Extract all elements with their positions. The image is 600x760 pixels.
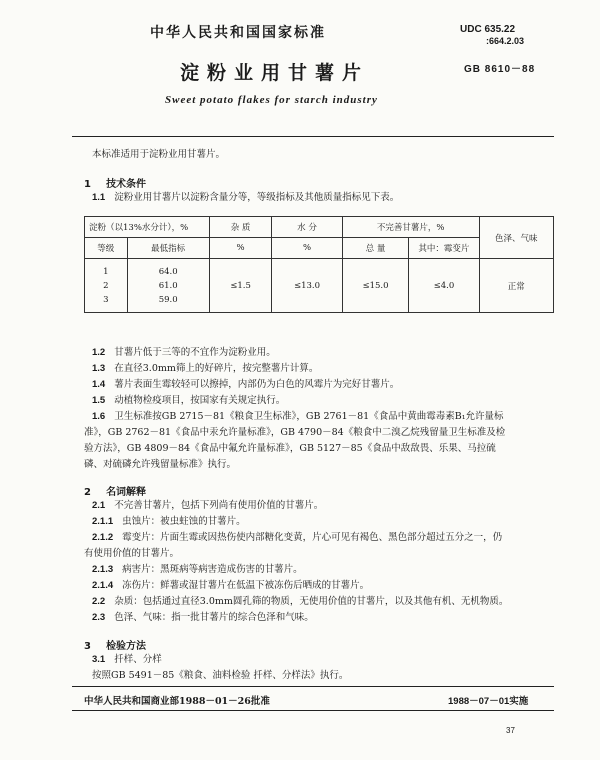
intro-text: 本标准适用于淀粉业用甘薯片。 — [92, 149, 226, 160]
clause-number: 2.1.4 — [92, 580, 114, 591]
clause-text: 不完善甘薯片，包括下列尚有使用价值的甘薯片。 — [114, 500, 324, 511]
clause-2-1-2 — [92, 532, 502, 544]
min-3: 59.0 — [158, 294, 178, 305]
grade-1: 1 — [103, 266, 109, 277]
mold-header: 其中：霉变片 — [409, 238, 479, 259]
gb-code: GB 8610－88 — [464, 64, 536, 75]
clause-1-6-line3: 验方法》，GB 4809－84《食品中氟允许量标准》，GB 5127－85《食品中敌敌畏、乐果、马拉硫 — [84, 443, 496, 454]
clause-number: 2.1 — [92, 500, 106, 511]
starch-header: 淀粉（以13%水分计），% — [85, 217, 210, 238]
section-number: 2 — [84, 487, 91, 498]
clause-text: 动植物检疫项目，按国家有关规定执行。 — [114, 395, 286, 406]
moisture-header — [272, 217, 342, 238]
total-header: 总 量 — [342, 238, 409, 259]
clause-2-2 — [92, 596, 508, 608]
clause-text: 淀粉业用甘薯片以淀粉含量分等，等级指标及其他质量指标见下表。 — [114, 192, 400, 203]
approval-line: 中华人民共和国商业部1988－01－26批准 — [84, 696, 270, 707]
clause-2-1 — [92, 500, 323, 512]
document-title: 淀粉业用甘薯片 — [180, 62, 370, 84]
clause-number: 2.1.3 — [92, 564, 114, 575]
clause-1-4 — [92, 379, 399, 391]
clause-3-1 — [92, 654, 162, 666]
clause-2-1-2-line2: 有使用价值的甘薯片。 — [84, 548, 180, 559]
section-number: 1 — [84, 179, 91, 190]
clause-text: 杂质：包括通过直径3.0mm圆孔筛的物质，无使用价值的甘薯片，以及其他有机、无机物质。 — [114, 596, 509, 607]
clause-text: 虫蚀片：被虫蛀蚀的甘薯片。 — [122, 516, 246, 527]
clause-number: 2.2 — [92, 596, 106, 607]
moisture-label: 水 分 — [297, 223, 317, 233]
udc-code: UDC 635.22 — [460, 24, 516, 35]
section-number: 3 — [84, 641, 91, 652]
mold-value: ≤4.0 — [409, 259, 479, 313]
impurity-unit: % — [209, 238, 271, 259]
incomplete-header: 不完善甘薯片，% — [342, 217, 479, 238]
clause-text: 扦样、分样 — [114, 654, 162, 665]
footer-divider-bottom — [72, 710, 554, 711]
clause-1-5 — [92, 395, 285, 407]
clause-number: 1.5 — [92, 395, 106, 406]
clause-2-1-3 — [92, 564, 303, 576]
clause-number: 1.4 — [92, 379, 106, 390]
grade-2: 2 — [103, 280, 109, 291]
grade-cell — [85, 259, 128, 313]
udc-code-sub: :664.2.03 — [486, 36, 525, 46]
min-2: 61.0 — [158, 280, 178, 291]
page-number: 37 — [506, 726, 515, 735]
clause-text: 霉变片：片面生霉或因热伤使内部糖化变黄，片心可见有褐色、黑色部分超过五分之一，仍 — [122, 532, 503, 543]
clause-text: 病害片：黑斑病等病害造成伤害的甘薯片。 — [122, 564, 303, 575]
clause-1-1 — [92, 192, 399, 204]
clause-2-1-4 — [92, 580, 369, 592]
clause-number: 1.6 — [92, 411, 106, 422]
standard-type-title: 中华人民共和国国家标准 — [150, 25, 326, 41]
clause-1-6 — [92, 411, 504, 423]
clause-number: 1.3 — [92, 363, 106, 374]
quality-grade-table — [84, 216, 554, 313]
total-value: ≤15.0 — [342, 259, 409, 313]
clause-3-1-body: 按照GB 5491－85《粮食、油料检验 扦样、分样法》执行。 — [92, 670, 349, 681]
clause-number: 1.1 — [92, 192, 106, 203]
header-divider — [72, 136, 554, 137]
min-header: 最低指标 — [127, 238, 209, 259]
min-1: 64.0 — [158, 266, 178, 277]
impurity-value: ≤1.5 — [209, 259, 271, 313]
clause-number: 3.1 — [92, 654, 106, 665]
clause-text: 在直径3.0mm筛上的好碎片，按完整薯片计算。 — [114, 363, 319, 374]
clause-1-2 — [92, 347, 276, 359]
clause-number: 2.1.1 — [92, 516, 114, 527]
color-value: 正常 — [479, 259, 553, 313]
clause-text: 色泽、气味：指一批甘薯片的综合色泽和气味。 — [114, 612, 314, 623]
clause-text: 甘薯片低于三等的不宜作为淀粉业用。 — [114, 347, 276, 358]
clause-number: 2.1.2 — [92, 532, 114, 543]
clause-text: 薯片表面生霉较轻可以擦掉，内部仍为白色的风霉片为完好甘薯片。 — [114, 379, 400, 390]
impurity-label: 杂 质 — [230, 223, 251, 233]
grade-header: 等级 — [85, 238, 128, 259]
section-title: 技术条件 — [106, 179, 147, 190]
clause-1-3 — [92, 363, 318, 375]
clause-1-6-line4: 磷、对硫磷允许残留量标准》执行。 — [84, 459, 237, 470]
clause-number: 2.3 — [92, 612, 106, 623]
section-2-heading — [84, 480, 146, 499]
clause-text: 卫生标准按GB 2715－81《粮食卫生标准》，GB 2761－81《食品中黄曲霉毒素B₁允许量标 — [114, 411, 504, 422]
color-header: 色泽、气味 — [479, 217, 553, 259]
clause-text: 冻伤片：鲜薯或湿甘薯片在低温下被冻伤后晒成的甘薯片。 — [122, 580, 370, 591]
section-title: 名词解释 — [106, 487, 147, 498]
impurity-header — [209, 217, 271, 238]
grade-3: 3 — [103, 294, 109, 305]
footer-divider-top — [72, 686, 554, 687]
section-3-heading — [84, 634, 146, 653]
clause-number: 1.2 — [92, 347, 106, 358]
section-title: 检验方法 — [106, 641, 147, 652]
moisture-value: ≤13.0 — [272, 259, 342, 313]
document-title-en: Sweet potato flakes for starch industry — [165, 94, 378, 106]
clause-2-3 — [92, 612, 314, 624]
section-1-heading — [84, 172, 146, 191]
clause-2-1-1 — [92, 516, 246, 528]
moisture-unit: % — [272, 238, 342, 259]
min-cell — [127, 259, 209, 313]
effective-date: 1988－07－01实施 — [448, 696, 529, 707]
clause-1-6-line2: 准》，GB 2762－81《食品中汞允许量标准》，GB 4790－84《粮食中二溴乙烷残留量卫生标准及检 — [84, 427, 506, 438]
